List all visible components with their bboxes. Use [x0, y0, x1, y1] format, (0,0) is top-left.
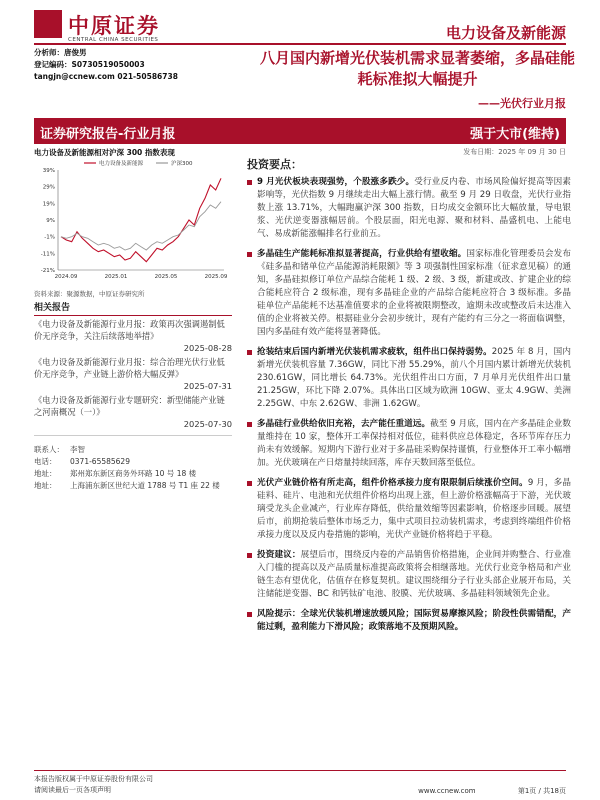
- related-report-title[interactable]: 《电力设备及新能源行业月报：政策再次强调遏制低价无序竞争，关注后续落地举措》: [34, 319, 225, 341]
- header-divider: [34, 43, 566, 45]
- key-points-title: 投资要点：: [247, 158, 302, 171]
- footer-disclaimer: 请阅读最后一页各项声明: [34, 786, 111, 794]
- contact-row: [34, 444, 232, 456]
- x-tick-label: 2025.09: [204, 274, 228, 280]
- y-tick-label: -11%: [40, 251, 55, 258]
- key-point: [247, 477, 571, 542]
- contact-block: [34, 435, 232, 492]
- contact-key: 地址：: [34, 481, 57, 490]
- key-point: [247, 248, 571, 339]
- analyst-block: [34, 47, 178, 83]
- related-report-item[interactable]: [34, 394, 232, 430]
- key-point: [247, 418, 571, 470]
- related-reports-list: [34, 318, 232, 432]
- key-point-body: 国家标准化管理委员会发布《硅多晶和锗单位产品能源消耗限额》等 3 项强制性国家标准（征求意见稿）的通知，多晶硅拟修订单位产品综合能耗 1 级、2 级、3 级，新建或改、扩建企业的综合能耗应符合 2 级标准，现有多晶硅企业的产品综合能耗应符合 3 级标准。多晶硅单位产品能耗不达基准值要求的企业将被限期整改，逾期未改或整改后未达准入值的企业将被关停。根据硅业分会初步统计，现有产能约有三分之一将面临调整，国内多晶硅有效产能将显著降低。: [257, 249, 571, 337]
- x-tick-label: 2025.01: [104, 274, 128, 280]
- analyst-contact: tangjn@ccnew.com 021-50586738: [34, 72, 178, 81]
- chart-title: 电力设备及新能源相对沪深 300 指数表现: [34, 148, 175, 157]
- analyst-name: 唐俊男: [64, 48, 87, 57]
- related-report-date: 2025-07-31: [183, 381, 232, 391]
- y-tick-label: -1%: [44, 234, 55, 241]
- industry-label: 电力设备及新能源: [445, 24, 566, 42]
- analyst-label: 分析师：: [34, 48, 64, 57]
- contact-value: 李智: [70, 445, 85, 454]
- contact-value: 郑州郑东新区商务外环路 10 号 18 楼: [70, 469, 197, 478]
- key-point: [247, 549, 571, 601]
- contact-key: 地址：: [34, 469, 57, 478]
- legend-label: 沪深300: [171, 161, 193, 167]
- key-point-heading: 投资建议：: [257, 550, 301, 560]
- related-report-title[interactable]: 《电力设备及新能源行业专题研究：新型储能产业链之河南概况（一）》: [34, 395, 225, 417]
- contact-key: 联系人：: [34, 445, 64, 454]
- related-report-date: 2025-07-30: [183, 419, 232, 429]
- key-point-body: 9 月，多晶硅料、硅片、电池和光伏组件价格均出现上涨，但上游价格涨幅高于下游，光伏玻璃受龙头企业减产，行业库存降低，供给量效缩等因素影响，价格逐步回暖。展望后市，前期抢装后整体市场乏力，集中式项目拉动装机需求，考虑到终端组件价格承接力度以及反内卷措施的影响，光伏产业链价格将趋于平稳。: [257, 478, 571, 540]
- footer-url[interactable]: www.ccnew.com: [418, 787, 476, 795]
- reg-code: S0730519050003: [71, 60, 145, 69]
- key-point-heading: 光伏产业链价格有所走高，组件价格承接力度有限限制后续涨价空间。: [257, 478, 528, 488]
- y-tick-label: 9%: [46, 218, 55, 224]
- key-point-heading: 9 月光伏板块表现强势，个股涨多跌少。: [257, 177, 415, 187]
- publish-date: 发布日期：2025 年 09 月 30 日: [463, 148, 566, 156]
- contact-row: [34, 468, 232, 480]
- series-line: [61, 178, 221, 261]
- key-point: [247, 176, 571, 241]
- contact-row: [34, 480, 232, 492]
- y-tick-label: 19%: [42, 201, 55, 208]
- x-tick-label: 2025.05: [154, 274, 178, 280]
- key-point-heading: 风险提示：全球光伏装机增速放缓风险；国际贸易摩擦风险；阶段性供需错配，产能过剩，盈利能力下滑风险；政策落地不及预期风险。: [257, 609, 571, 632]
- rating-badge: 强于大市(维持): [470, 127, 560, 142]
- brand-name-en: CENTRAL CHINA SECURITIES: [68, 37, 159, 43]
- y-tick-label: 39%: [42, 168, 55, 174]
- report-banner: [34, 118, 566, 144]
- footer-right: [418, 786, 566, 796]
- key-point-body: 2025 年 8 月，国内新增光伏装机容量 7.36GW，同比下滑 55.29%，前八个月国内累计新增光伏装机 230.61GW，同比增长 64.73%。光伏组件出口方面，7 月单月光伏组件出口量 21.25GW，环比下降 2.07%。具体出口区域为欧洲 10GW、亚太 4.9GW、美洲 2.25GW、中东 2.62GW、非洲 1.62GW。: [257, 347, 571, 409]
- key-point-heading: 多晶硅生产能耗标准拟显著提高，行业供给有望收缩。: [257, 249, 467, 259]
- y-tick-label: -21%: [40, 268, 55, 274]
- related-report-title[interactable]: 《电力设备及新能源行业月报：综合治理光伏行业低价无序竞争，产业链上游价格大幅反弹》: [34, 357, 225, 379]
- y-tick-label: 29%: [42, 184, 55, 191]
- contact-value: 0371-65585629: [70, 457, 130, 466]
- related-report-date: 2025-08-28: [183, 343, 232, 353]
- contact-key: 电话：: [34, 457, 57, 466]
- chart-source: 资料来源：聚源数据，中原证券研究所: [34, 290, 145, 298]
- relative-performance-chart: [34, 158, 232, 288]
- key-point: [247, 608, 571, 634]
- key-point-body: 受行业反内卷、市场风险偏好提高等因素影响等，光伏指数 9 月继续走出大幅上涨行情。截至 9 月 29 日收盘，光伏行业指数上涨 13.71%，大幅跑赢沪深 300 指数，日均成交金额环比大幅放量，导电银浆、光伏逆变器涨幅居前。个股层面，阳光电源、聚和材料、晶盛机电、上能电气、易成新能涨幅排名行业前五。: [257, 177, 571, 239]
- contact-row: [34, 456, 232, 468]
- key-point-heading: 抢装结束后国内新增光伏装机需求疲软，组件出口保持弱势。: [257, 347, 492, 357]
- key-points-list: [247, 176, 571, 641]
- report-headline: 八月国内新增光伏装机需求显著萎缩，多晶硅能耗标准拟大幅提升: [259, 49, 575, 88]
- key-point-body: 截至 9 月底，国内在产多晶硅企业数量维持在 10 家，整体开工率保持相对低位，硅料供应总体稳定，各环节库存压力尚未有效缓解。短期内下游行业对于多晶硅采购保持谨慎，行业整体开工率小幅增加。光伏玻璃在产日熔量持续回落，库存天数回落至低位。: [257, 419, 571, 468]
- series-line: [61, 202, 221, 250]
- brand-name-cn: 中原证券: [68, 14, 160, 38]
- footer-left: [34, 774, 153, 796]
- related-reports-title: 相关报告: [34, 300, 232, 316]
- page-number: 第1页 / 共18页: [517, 787, 566, 795]
- logo-mark-icon: [34, 10, 62, 38]
- reg-label: 登记编码：: [34, 60, 72, 69]
- footer-copyright: 本报告版权属于中原证券股份有限公司: [34, 775, 153, 783]
- report-subheadline: ——光伏行业月报: [478, 97, 566, 110]
- x-tick-label: 2024.09: [54, 274, 78, 280]
- related-report-item[interactable]: [34, 318, 232, 354]
- key-point: [247, 346, 571, 411]
- key-point-heading: 多晶硅行业供给依旧充裕，去产能任重道远。: [257, 419, 431, 429]
- related-report-item[interactable]: [34, 356, 232, 392]
- legend-label: 电力设备及新能源: [99, 161, 144, 167]
- contact-value: 上海浦东新区世纪大道 1788 号 T1 座 22 楼: [70, 481, 220, 490]
- report-type: 证券研究报告-行业月报: [40, 127, 176, 142]
- key-point-body: 展望后市，围绕反内卷的产品销售价格措施，企业间并购整合、行业准入门槛的提高以及产品质量标准提高政策将会相继落地。光伏行业竞争格局和产业链生态有望优化，估值存在修复契机。建议围绕细分子行业头部企业展开布局，关注储能逆变器、BC 和钙钛矿电池、胶膜、光伏玻璃、多晶硅料领域领先企业。: [257, 550, 571, 599]
- footer-divider: [34, 770, 566, 771]
